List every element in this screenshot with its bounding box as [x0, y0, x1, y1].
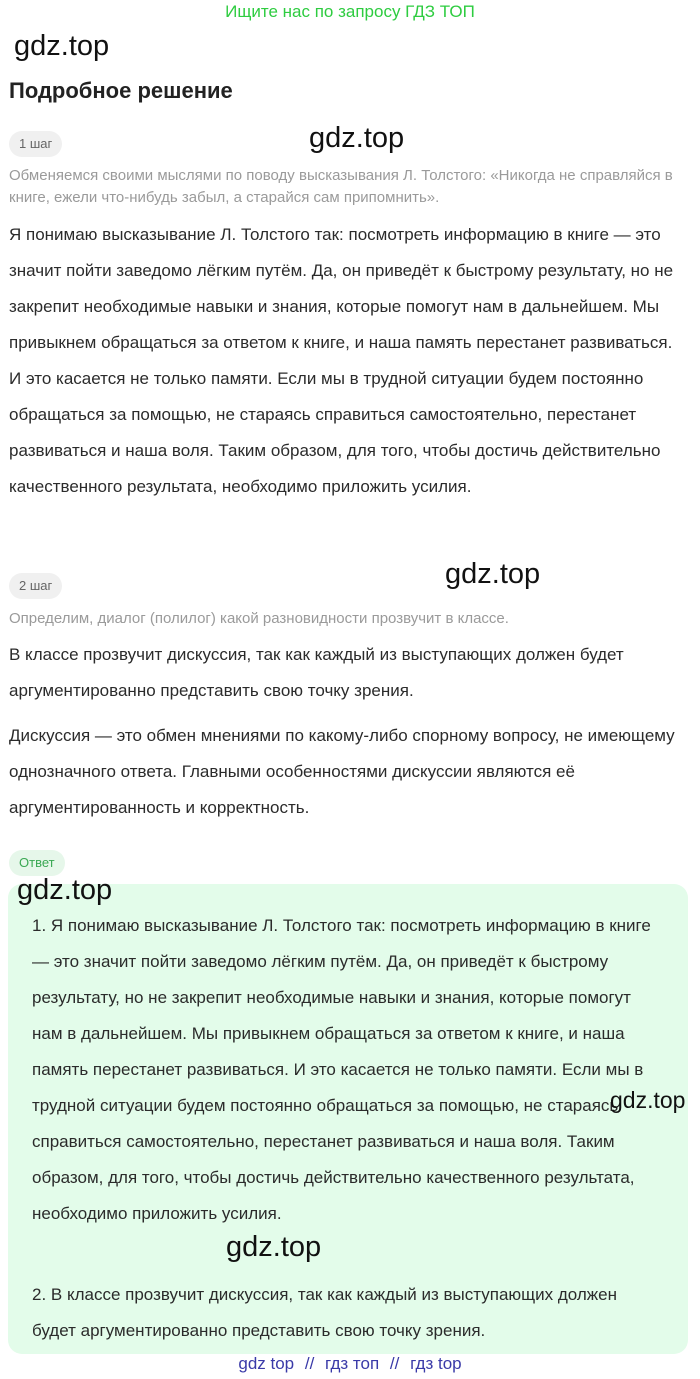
- watermark: gdz.top: [226, 1231, 322, 1263]
- footer-separator: //: [304, 1354, 315, 1373]
- footer-link-2[interactable]: гдз топ: [325, 1354, 380, 1373]
- watermark: gdz.top: [309, 122, 405, 154]
- top-banner: Ищите нас по запросу ГДЗ ТОП: [225, 2, 475, 21]
- watermark: gdz.top: [17, 874, 113, 906]
- step-2-text-2: Дискуссия — это обмен мнениями по какому-либо спорному вопросу, не имеющему однозначного ответа. Главными особенностями дискуссии являются её аргументированность и корректность.: [9, 726, 675, 817]
- step-1-task: Обменяемся своими мыслями по поводу высказывания Л. Толстого: «Никогда не справляйся в книге, ежели что-нибудь забыл, а старайся сам припомнить».: [9, 167, 673, 206]
- watermark: gdz.top: [610, 1087, 686, 1113]
- watermark: gdz.top: [445, 558, 541, 590]
- footer-separator: //: [389, 1354, 400, 1373]
- footer-link-3[interactable]: гдз top: [410, 1354, 462, 1373]
- step-2-text-1: В классе прозвучит дискуссия, так как каждый из выступающих должен будет аргументированно представить свою точку зрения.: [9, 645, 624, 700]
- footer-link-1[interactable]: gdz top: [238, 1354, 295, 1373]
- step-1-badge: 1 шаг: [9, 131, 62, 157]
- step-2-badge: 2 шаг: [9, 573, 62, 599]
- answer-item-1: 1. Я понимаю высказывание Л. Толстого так: посмотреть информацию в книге — это значит пойти заведомо лёгким путём. Да, он приведёт к быстрому результату, но не закрепит необходимые навыки и знания, которые помогут нам в дальнейшем. Мы привыкнем обращаться за ответом к книге, и наша память перестанет развиваться. И это касается не только памяти. Если мы в трудной ситуации будем постоянно обращаться за помощью, не стараясь справиться самостоятельно, перестанет развиваться и наша воля. Таким образом, для того, чтобы достичь действительно качественного результата, необходимо приложить усилия.: [32, 916, 651, 1223]
- footer: [0, 1354, 700, 1374]
- answer-box: [8, 884, 688, 1354]
- step-2-task: Определим, диалог (полилог) какой разновидности прозвучит в классе.: [9, 610, 509, 627]
- watermark: gdz.top: [14, 30, 110, 62]
- answer-item-2: 2. В классе прозвучит дискуссия, так как каждый из выступающих должен будет аргументированно представить свою точку зрения.: [32, 1285, 618, 1340]
- answer-badge: Ответ: [9, 850, 65, 876]
- page-title: Подробное решение: [9, 78, 233, 103]
- step-1-text: Я понимаю высказывание Л. Толстого так: посмотреть информацию в книге — это значит пойти заведомо лёгким путём. Да, он приведёт к быстрому результату, но не закрепит необходимые навыки и знания, которые помогут нам в дальнейшем. Мы привыкнем обращаться за ответом к книге, и наша память перестанет развиваться. И это касается не только памяти. Если мы в трудной ситуации будем постоянно обращаться за помощью, не стараясь справиться самостоятельно, перестанет развиваться и наша воля. Таким образом, для того, чтобы достичь действительно качественного результата, необходимо приложить усилия.: [9, 225, 674, 496]
